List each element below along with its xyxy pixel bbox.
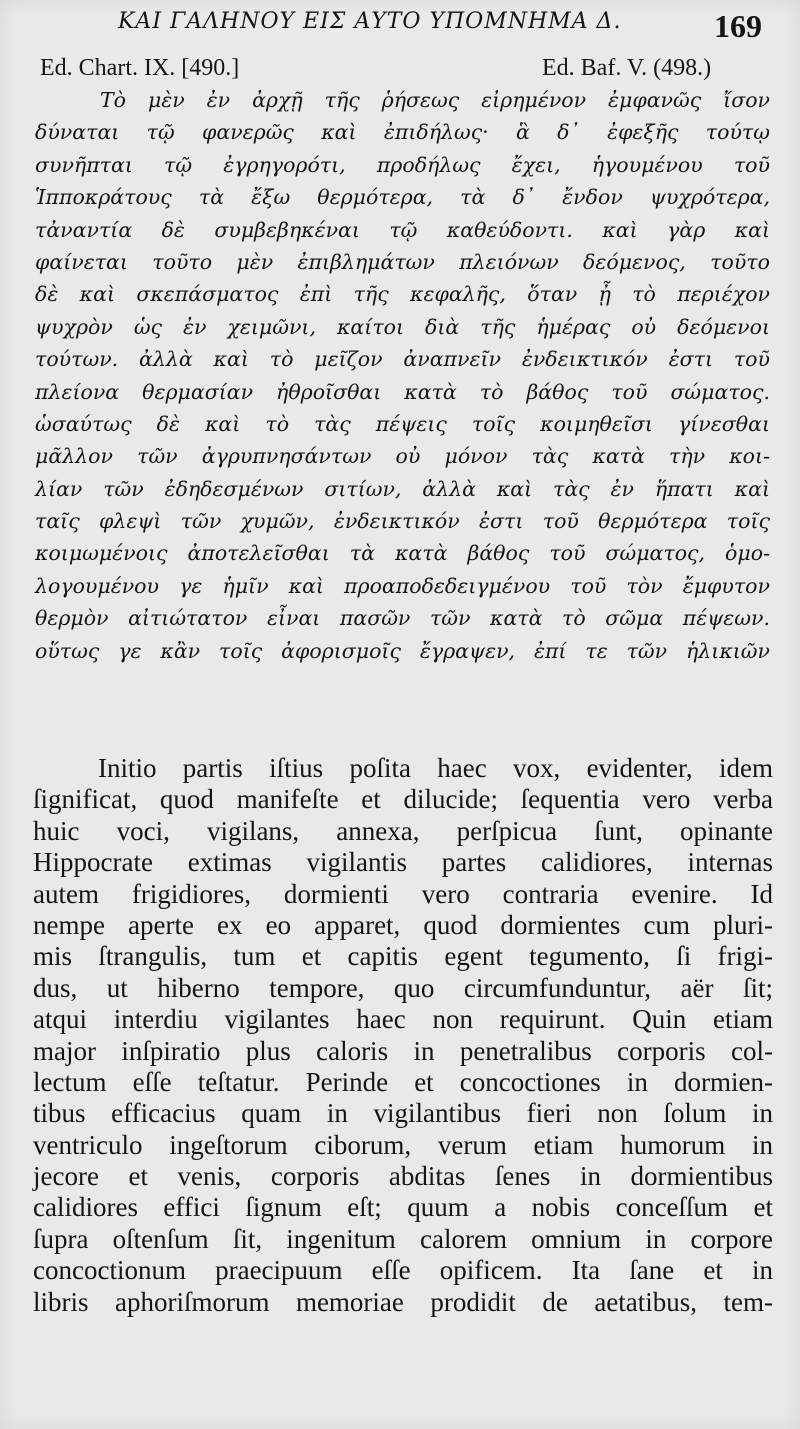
latin-line: calidiores effici ſignum eſt; quum a nobis conceſſum et <box>33 1192 773 1223</box>
latin-line: nempe aperte ex eo apparet, quod dormientes cum pluri- <box>33 909 773 940</box>
greek-line: Τὸ μὲν ἐν ἀρχῇ τῆς ῥήσεως εἰρημένον ἐμφανῶς ἴσον <box>100 88 770 112</box>
page-number: 169 <box>714 8 762 44</box>
greek-line: πλείονα θερμασίαν ἠθροῖσθαι κατὰ τὸ βάθος τοῦ σώματος. <box>35 379 770 404</box>
greek-line: ταῖς φλεψὶ τῶν χυμῶν, ἐνδεικτικόν ἐστι τοῦ θερμότερα τοῖς <box>35 509 770 534</box>
latin-line: mis ſtrangulis, tum et capitis egent tegumento, ſi frigi- <box>33 941 773 972</box>
edition-reference-right: Ed. Baf. V. (498.) <box>542 55 712 81</box>
greek-line: δύναται τῷ φανερῶς καὶ ἐπιδήλως· ἃ δ᾽ ἐφεξῆς τούτῳ <box>35 120 770 145</box>
latin-line: autem frigidiores, dormienti vero contraria evenire. Id <box>33 878 773 909</box>
latin-translation-text <box>33 753 773 1318</box>
latin-line: atqui interdiu vigilantes haec non requirunt. Quin etiam <box>33 1004 773 1035</box>
latin-line: concoctionum praecipuum eſſe opificem. Ita ſane et in <box>33 1255 773 1286</box>
greek-line: ὡσαύτως δὲ καὶ τὸ τὰς πέψεις τοῖς κοιμηθεῖσι γίνεσθαι <box>35 411 770 436</box>
greek-line: τἀναντία δὲ συμβεβηκέναι τῷ καθεύδοντι. καὶ γὰρ καὶ <box>35 217 770 242</box>
latin-line: Hippocrate extimas vigilantis partes calidiores, internas <box>33 847 773 878</box>
greek-line: λίαν τῶν ἐδηδεσμένων σιτίων, ἀλλὰ καὶ τὰς ἐν ἥπατι καὶ <box>35 476 770 501</box>
latin-line: ſupra oſtenſum ſit, ingenitum calorem omnium in corpore <box>33 1223 773 1254</box>
greek-line: δὲ καὶ σκεπάσματος ἐπὶ τῆς κεφαλῆς, ὅταν ᾖ τὸ περιέχον <box>35 282 770 307</box>
greek-line: ψυχρὸν ὡς ἐν χειμῶνι, καίτοι διὰ τῆς ἡμέρας οὐ δεόμενοι <box>35 314 770 339</box>
latin-line: huic voci, vigilans, annexa, perſpicua ſunt, opinante <box>33 815 773 846</box>
greek-line: θερμὸν αἰτιώτατον εἶναι πασῶν τῶν κατὰ τὸ σῶμα πέψεων. <box>35 606 770 631</box>
running-title: ΚΑΙ ΓΑΛΗΝΟΥ ΕΙΣ ΑΥΤΟ ΥΠΟΜΝΗΜΑ Δ. <box>118 9 622 34</box>
greek-line: φαίνεται τοῦτο μὲν ἐπιβλημάτων πλειόνων δεόμενος, τοῦτο <box>35 249 770 274</box>
greek-line: κοιμωμένοις ἀποτελεῖσθαι τὰ κατὰ βάθος τοῦ σώματος, ὁμο- <box>35 541 770 566</box>
greek-line: οὕτως γε κἂν τοῖς ἀφορισμοῖς ἔγραψεν, ἐπί τε τῶν ἡλικιῶν <box>35 638 770 663</box>
edition-reference-left: Ed. Chart. IX. [490.] <box>40 55 240 81</box>
latin-line: ſignificat, quod manifeſte et dilucide; ſequentia vero verba <box>33 784 773 815</box>
latin-line: major inſpiratio plus caloris in penetralibus corporis col- <box>33 1035 773 1066</box>
greek-commentary-text <box>35 84 770 667</box>
greek-line: λογουμένου γε ἡμῖν καὶ προαποδεδειγμένου τοῦ τὸν ἔμφυτον <box>35 573 770 598</box>
latin-line: dus, ut hiberno tempore, quo circumfunduntur, aër ſit; <box>33 972 773 1003</box>
latin-line: lectum eſſe teſtatur. Perinde et concoctiones in dormien- <box>33 1066 773 1097</box>
greek-line: τούτων. ἀλλὰ καὶ τὸ μεῖζον ἀναπνεῖν ἐνδεικτικόν ἐστι τοῦ <box>35 347 770 372</box>
latin-line: libris aphoriſmorum memoriae prodidit de aetatibus, tem- <box>33 1286 773 1317</box>
latin-line: ventriculo ingeſtorum ciborum, verum etiam humorum in <box>33 1129 773 1160</box>
greek-line: μᾶλλον τῶν ἀγρυπνησάντων οὐ μόνον τὰς κατὰ τὴν κοι- <box>35 444 770 469</box>
latin-line: jecore et venis, corporis abditas ſenes in dormientibus <box>33 1161 773 1192</box>
greek-line: Ἱπποκράτους τὰ ἔξω θερμότερα, τὰ δ᾽ ἔνδον ψυχρότερα, <box>35 185 770 210</box>
latin-line: tibus efficacius quam in vigilantibus fieri non ſolum in <box>33 1098 773 1129</box>
latin-line: Initio partis iſtius poſita haec vox, evidenter, idem <box>98 753 773 783</box>
greek-line: συνῆπται τῷ ἐγρηγορότι, προδήλως ἔχει, ἡγουμένου τοῦ <box>35 152 770 177</box>
